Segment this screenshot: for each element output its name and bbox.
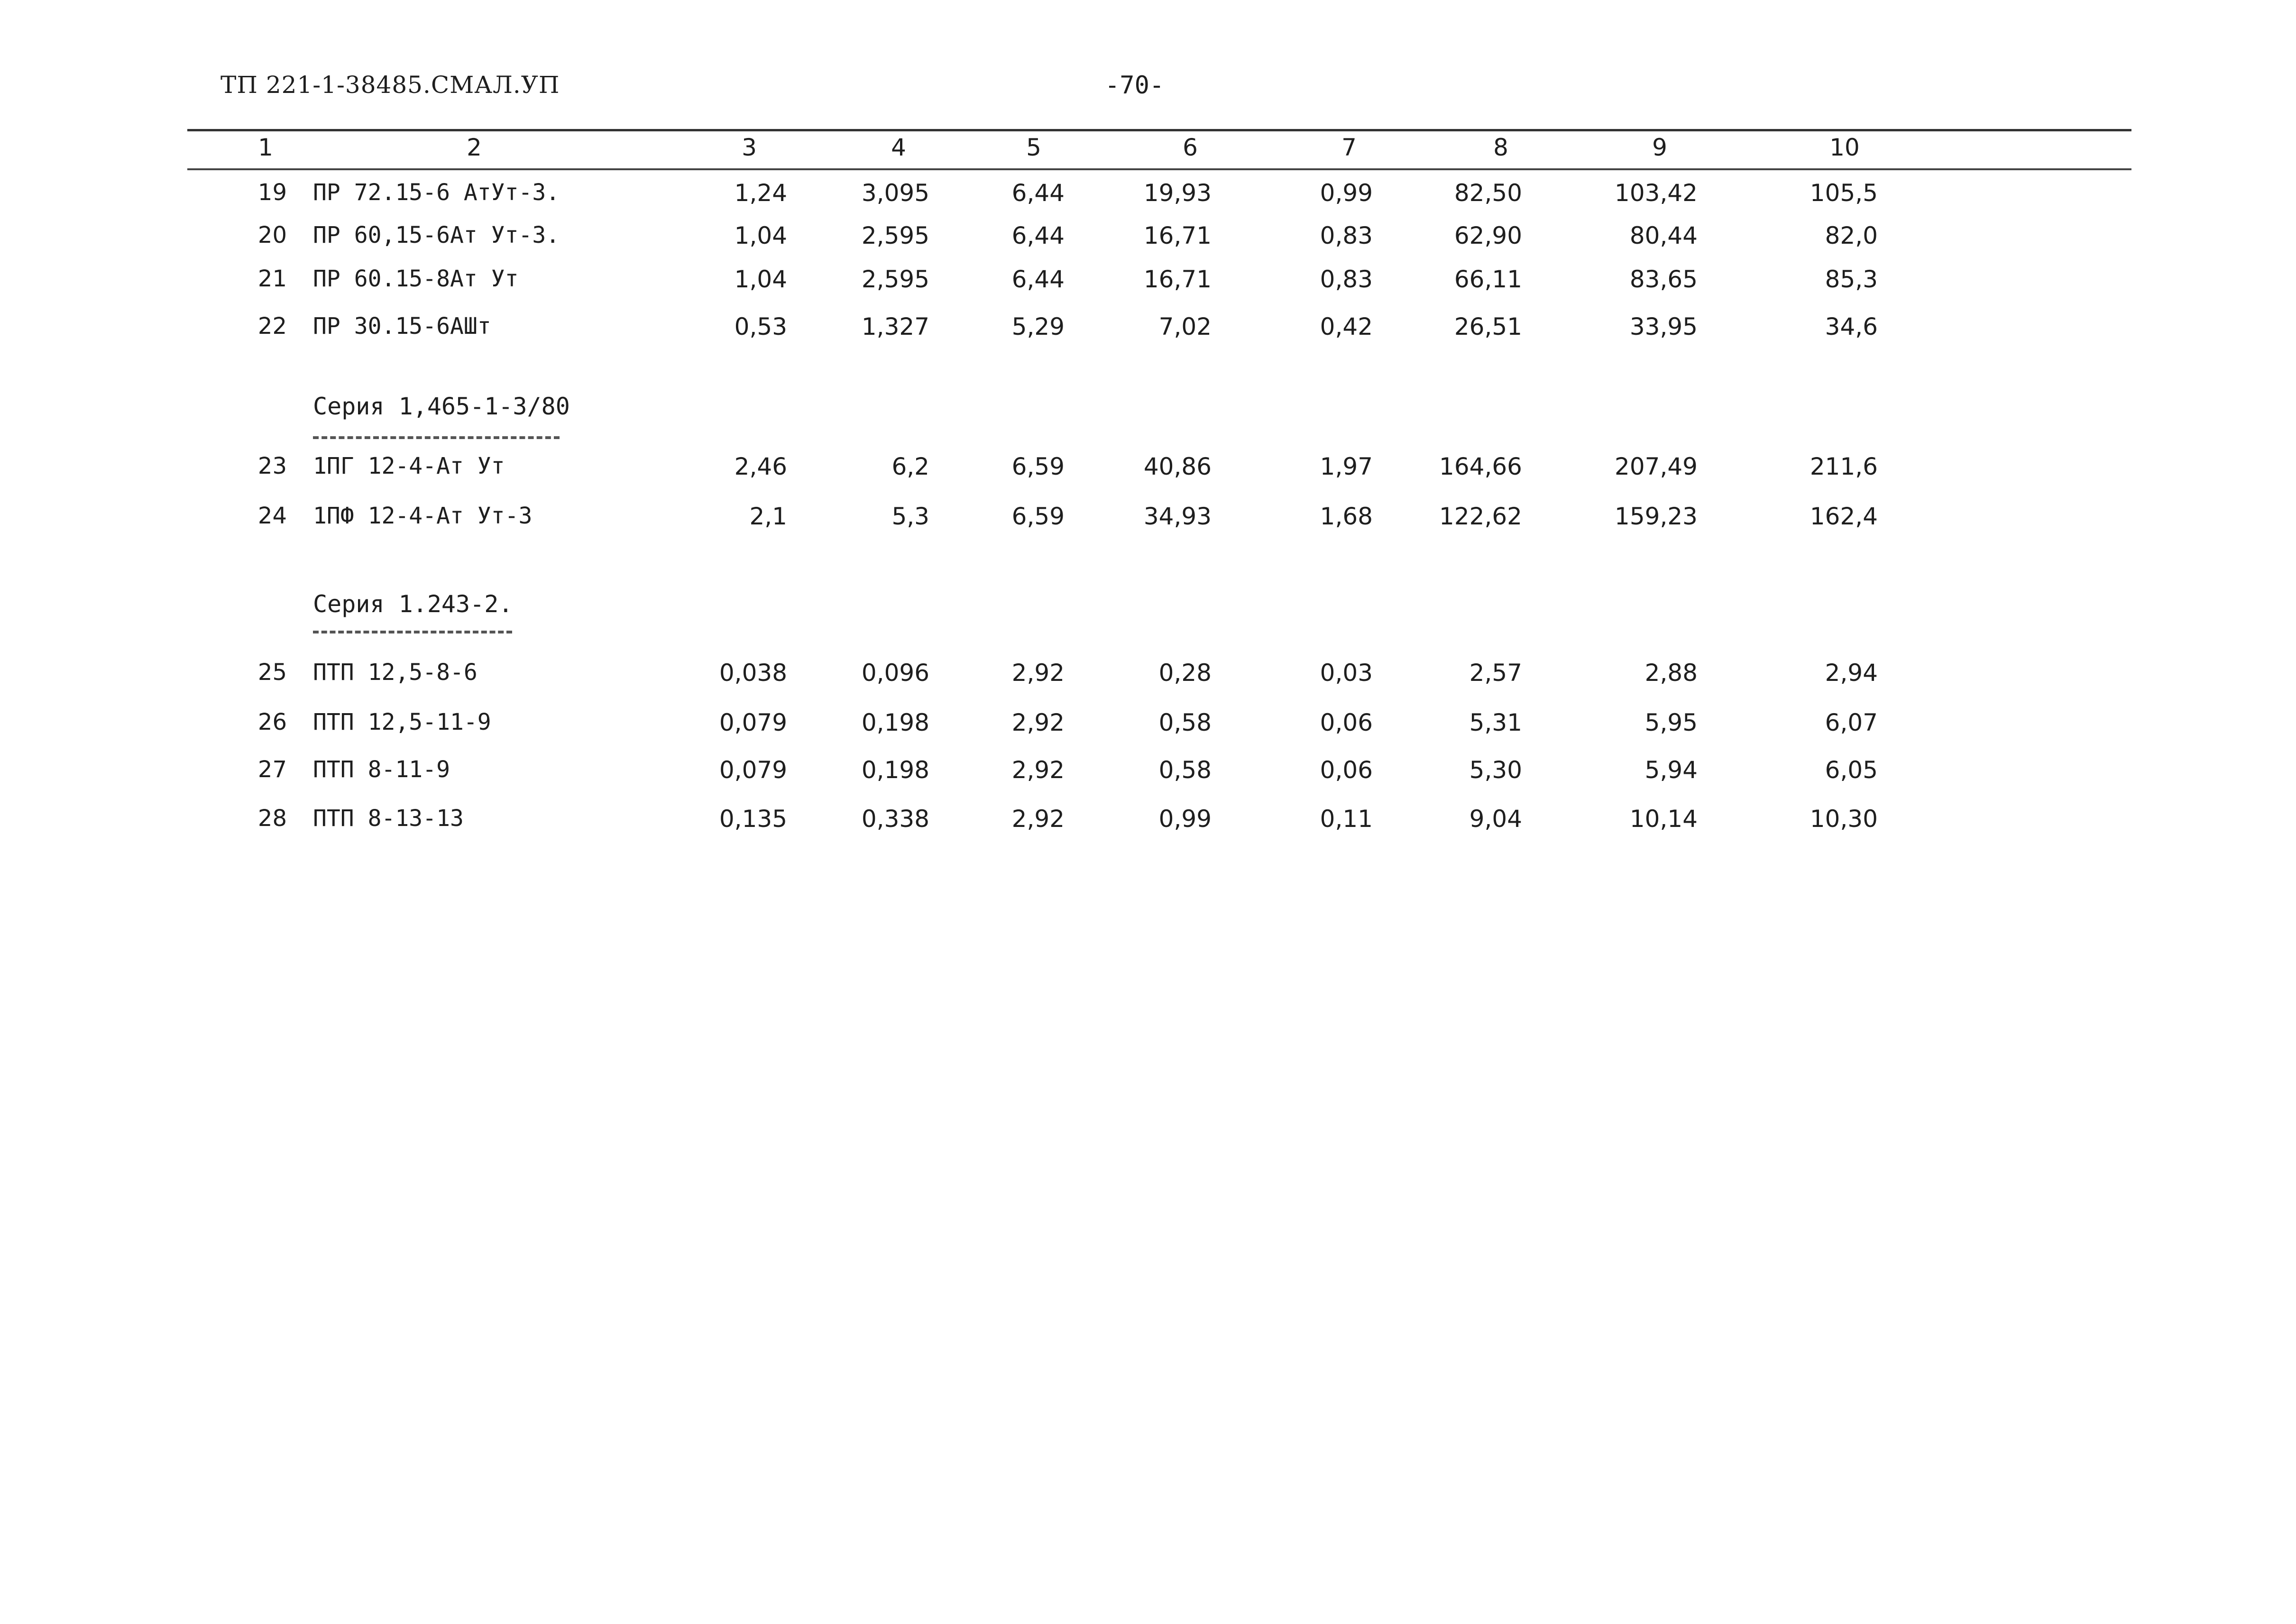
series-underline [313,436,560,439]
cell-col-6: 34,93 [1143,503,1212,530]
cell-col-5: 6,44 [1011,266,1065,293]
cell-col-9: 83,65 [1629,266,1698,293]
cell-col-6: 0,99 [1158,805,1212,833]
cell-col-6: 0,58 [1158,709,1212,736]
cell-col-6: 0,58 [1158,756,1212,784]
row-name: ПР 72.15-6 АтУт-3. [313,179,560,206]
cell-col-7: 1,97 [1320,453,1373,480]
cell-col-5: 6,59 [1011,503,1065,530]
series-heading: Серия 1.243-2. [313,590,513,618]
row-name: 1ПФ 12-4-Ат Ут-3 [313,503,533,529]
cell-col-10: 6,07 [1825,709,1878,736]
row-number: 26 [257,709,287,735]
cell-col-8: 26,51 [1454,313,1522,340]
cell-col-8: 82,50 [1454,179,1522,207]
cell-col-5: 2,92 [1011,709,1065,736]
page-number: -70- [1105,71,1165,100]
cell-col-3: 1,04 [734,222,787,249]
cell-col-3: 2,46 [734,453,787,480]
column-header-5: 5 [1026,134,1041,161]
document-code: ТП 221-1-38485.СМАЛ.УП [220,71,560,99]
cell-col-10: 105,5 [1809,179,1878,207]
cell-col-8: 2,57 [1469,659,1522,687]
cell-col-6: 7,02 [1158,313,1212,340]
cell-col-9: 33,95 [1629,313,1698,340]
cell-col-6: 19,93 [1143,179,1212,207]
column-header-10: 10 [1829,134,1860,161]
cell-col-5: 5,29 [1011,313,1065,340]
column-header-9: 9 [1652,134,1667,161]
cell-col-10: 10,30 [1809,805,1878,833]
cell-col-7: 0,06 [1320,709,1373,736]
column-header-3: 3 [742,134,757,161]
row-name: ПР 60,15-6Ат Ут-3. [313,222,560,248]
row-number: 19 [257,179,287,206]
cell-col-3: 0,53 [734,313,787,340]
cell-col-6: 16,71 [1143,222,1212,249]
cell-col-10: 85,3 [1825,266,1878,293]
cell-col-4: 2,595 [861,266,929,293]
column-header-6: 6 [1183,134,1198,161]
cell-col-9: 207,49 [1615,453,1698,480]
series-underline [313,631,512,633]
cell-col-8: 9,04 [1469,805,1522,833]
row-number: 22 [257,313,287,339]
cell-col-10: 6,05 [1825,756,1878,784]
row-name: ПТП 8-11-9 [313,756,450,783]
cell-col-6: 40,86 [1143,453,1212,480]
series-heading: Серия 1,465-1-3/80 [313,393,570,420]
cell-col-7: 0,42 [1320,313,1373,340]
cell-col-3: 0,079 [719,756,787,784]
row-number: 20 [257,222,287,248]
row-name: 1ПГ 12-4-Ат Ут [313,453,505,479]
cell-col-10: 162,4 [1809,503,1878,530]
cell-col-4: 5,3 [891,503,929,530]
cell-col-4: 0,338 [861,805,929,833]
cell-col-8: 5,30 [1469,756,1522,784]
cell-col-4: 0,198 [861,756,929,784]
cell-col-7: 0,03 [1320,659,1373,687]
cell-col-9: 159,23 [1615,503,1698,530]
cell-col-7: 0,83 [1320,222,1373,249]
cell-col-4: 6,2 [891,453,929,480]
cell-col-4: 1,327 [861,313,929,340]
table-header-rule [187,168,2131,170]
cell-col-9: 2,88 [1644,659,1698,687]
row-number: 24 [257,503,287,529]
cell-col-7: 1,68 [1320,503,1373,530]
row-number: 23 [257,453,287,479]
cell-col-7: 0,11 [1320,805,1373,833]
row-name: ПР 60.15-8Ат Ут [313,266,519,292]
cell-col-8: 66,11 [1454,266,1522,293]
row-name: ПР 30.15-6АШт [313,313,491,339]
cell-col-9: 5,94 [1644,756,1698,784]
cell-col-10: 211,6 [1809,453,1878,480]
column-header-2: 2 [467,134,482,161]
cell-col-10: 34,6 [1825,313,1878,340]
row-name: ПТП 12,5-11-9 [313,709,491,735]
cell-col-5: 6,44 [1011,179,1065,207]
cell-col-8: 5,31 [1469,709,1522,736]
row-number: 21 [257,266,287,292]
cell-col-3: 2,1 [749,503,787,530]
cell-col-5: 6,44 [1011,222,1065,249]
cell-col-4: 3,095 [861,179,929,207]
cell-col-8: 122,62 [1439,503,1522,530]
cell-col-3: 0,079 [719,709,787,736]
table-top-rule [187,129,2131,131]
cell-col-5: 6,59 [1011,453,1065,480]
cell-col-5: 2,92 [1011,756,1065,784]
row-number: 28 [257,805,287,832]
cell-col-5: 2,92 [1011,805,1065,833]
cell-col-4: 2,595 [861,222,929,249]
cell-col-8: 62,90 [1454,222,1522,249]
cell-col-3: 0,038 [719,659,787,687]
cell-col-6: 16,71 [1143,266,1212,293]
cell-col-9: 10,14 [1629,805,1698,833]
row-name: ПТП 8-13-13 [313,805,464,832]
cell-col-6: 0,28 [1158,659,1212,687]
cell-col-10: 2,94 [1825,659,1878,687]
cell-col-7: 0,83 [1320,266,1373,293]
cell-col-10: 82,0 [1825,222,1878,249]
column-header-4: 4 [891,134,906,161]
cell-col-3: 1,24 [734,179,787,207]
cell-col-7: 0,06 [1320,756,1373,784]
row-number: 25 [257,659,287,686]
cell-col-9: 103,42 [1615,179,1698,207]
cell-col-4: 0,198 [861,709,929,736]
cell-col-3: 1,04 [734,266,787,293]
column-header-8: 8 [1493,134,1508,161]
cell-col-7: 0,99 [1320,179,1373,207]
cell-col-9: 80,44 [1629,222,1698,249]
cell-col-3: 0,135 [719,805,787,833]
row-number: 27 [257,756,287,783]
column-header-7: 7 [1341,134,1357,161]
column-header-1: 1 [258,134,273,161]
cell-col-5: 2,92 [1011,659,1065,687]
cell-col-4: 0,096 [861,659,929,687]
cell-col-9: 5,95 [1644,709,1698,736]
row-name: ПТП 12,5-8-6 [313,659,478,686]
cell-col-8: 164,66 [1439,453,1522,480]
